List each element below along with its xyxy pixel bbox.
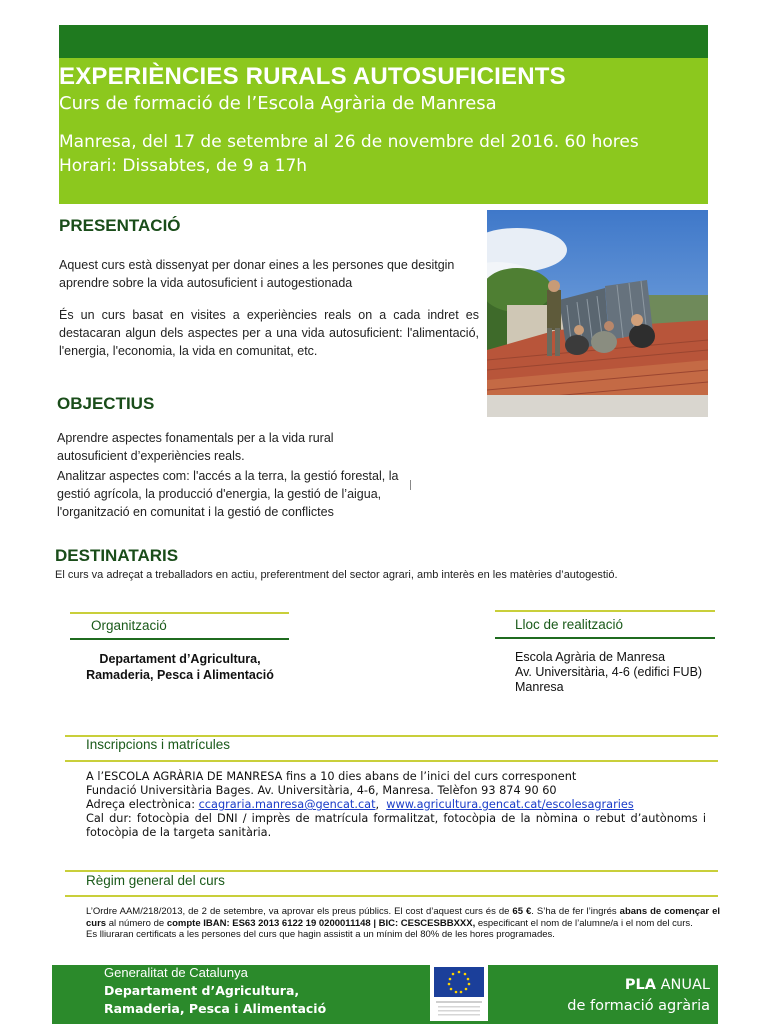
footer-department (104, 982, 326, 1018)
destinataris-text: El curs va adreçat a treballadors en actiu, preferentment del sector agrari, amb interès en les matèries d’autogestió. (55, 569, 618, 581)
lloc-heading: Lloc de realització (515, 617, 624, 632)
presentacio-paragraph-1: Aquest curs està dissenyat per donar eines a les persones que desitgin aprendre sobre la vida autosuficient i autogestionada (59, 258, 455, 290)
inscripcions-bottom-line (65, 760, 718, 762)
footer-pla-rest: ANUAL (656, 977, 710, 993)
inscripcions-line-2: Fundació Universitària Bages. Av. Universitària, 4-6, Manresa. Telèfon 93 874 90 60 (86, 784, 557, 797)
regim-iban: compte IBAN: ES63 2013 6122 19 0200011148 | BIC: CESCESBBXXX, (166, 917, 476, 929)
regim-text-4: al número de (106, 917, 167, 929)
organitzacio-bottom-line (70, 638, 289, 640)
organitzacio-line-2: Ramaderia, Pesca i Alimentació (86, 668, 274, 682)
organitzacio-content (60, 651, 300, 683)
page-title: EXPERIÈNCIES RURALS AUTOSUFICIENTS (59, 63, 566, 90)
web-link[interactable]: www.agricultura.gencat.cat/escolesagraries (386, 798, 634, 811)
course-dates: Manresa, del 17 de setembre al 26 de novembre del 2016. 60 hores (59, 132, 639, 152)
photo-illustration (487, 210, 708, 417)
regim-cost: 65 € (512, 906, 532, 917)
footer-pla-bold: PLA (624, 977, 656, 993)
lloc-line-3: Manresa (515, 680, 564, 694)
email-label: Adreça electrònica: (86, 798, 195, 811)
inscripcions-heading: Inscripcions i matrícules (86, 737, 231, 752)
footer-pla-line-2: de formació agrària (567, 998, 710, 1014)
inscripcions-line-1: A l’ESCOLA AGRÀRIA DE MANRESA fins a 10 dies abans de l’inici del curs corresponent (86, 770, 577, 783)
objectius-paragraph-1: Aprendre aspectes fonamentals per a la vida rural autosuficient d’experiències reals. (57, 431, 334, 463)
text-cursor-mark (410, 480, 411, 490)
inscripcions-line-4: Cal dur: fotocòpia del DNI / imprès de matrícula formalitzat, fotocòpia de la nòmina o rebut d’autònoms i fotocòpia de la targeta sanitària. (86, 812, 706, 839)
regim-text-6: especificant el nom de l’alumne/a i el nom del curs. (475, 917, 693, 929)
email-link[interactable]: ccagraria.manresa@gencat.cat (198, 798, 376, 811)
regim-bottom-line (65, 895, 718, 897)
regim-paragraph-1 (86, 906, 720, 929)
lloc-line-2: Av. Universitària, 4-6 (edifici FUB) (515, 665, 703, 679)
footer-pla-anual (567, 975, 710, 1017)
lloc-top-line (495, 610, 715, 612)
presentacio-paragraph-2: És un curs basat en visites a experiències reals on a cada indret es destacaran algun dels aspectes per a una vida autosuficient: l'alimentació, l'energia, l'economia, la vida en comunitat, etc. (59, 308, 479, 358)
objectius-paragraph-2: Analitzar aspectes com: l'accés a la terra, la gestió forestal, la gestió agrícola, la producció d'energia, la gestió de l’aigua, l'organització en comunitat i la gestió de conflictes (57, 469, 399, 519)
footer-dept-line-1: Departament d’Agricultura, (104, 983, 300, 998)
organitzacio-top-line (70, 612, 289, 614)
regim-text-2: . S’ha de fer l’ingrés (531, 906, 620, 917)
organitzacio-line-1: Departament d’Agricultura, (99, 652, 261, 666)
course-schedule: Horari: Dissabtes, de 9 a 17h (59, 156, 308, 176)
footer-dept-line-2: Ramaderia, Pesca i Alimentació (104, 1001, 327, 1016)
regim-top-line (65, 870, 718, 872)
footer-pla-line-1 (567, 975, 710, 996)
eu-flag-icon (430, 965, 488, 1021)
regim-text-1: L’Ordre AAM/218/2013, de 2 de setembre, va aprovar els preus públics. El cost d’aquest curs és de (86, 906, 513, 917)
inscripcions-line-3: Adreça electrònica: ccagraria.manresa@gencat.cat, www.agricultura.gencat.cat/escolesagraries (86, 798, 634, 811)
lloc-line-1: Escola Agrària de Manresa (515, 650, 666, 664)
regim-heading: Règim general del curs (86, 873, 225, 888)
eu-logo (430, 965, 488, 1021)
lloc-address (515, 650, 702, 695)
footer-generalitat: Generalitat de Catalunya (104, 965, 248, 980)
regim-body (86, 906, 720, 941)
page-subtitle: Curs de formació de l’Escola Agrària de Manresa (59, 93, 497, 114)
solar-panel-roof-photo (487, 210, 708, 417)
regim-text-3: abans de començar el curs (86, 906, 720, 929)
lloc-bottom-line (495, 637, 715, 639)
inscripcions-body (86, 770, 706, 840)
organitzacio-heading: Organització (91, 618, 167, 633)
regim-paragraph-2: Es lliuraran certificats a les persones del curs que hagin assistit a un mínim del 80% de les hores programades. (86, 929, 555, 940)
destinataris-heading: DESTINATARIS (55, 546, 179, 565)
header-top-bar (59, 25, 708, 58)
presentacio-heading: PRESENTACIÓ (59, 216, 181, 235)
objectius-heading: OBJECTIUS (57, 394, 155, 413)
